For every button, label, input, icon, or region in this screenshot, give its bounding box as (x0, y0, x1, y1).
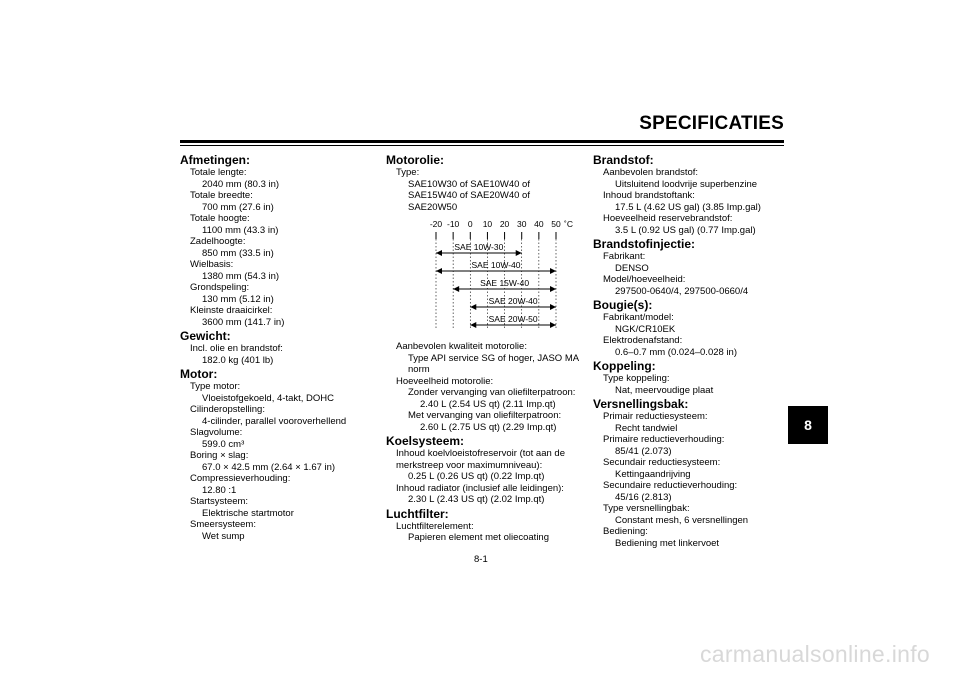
spec-label: Primair reductiesysteem: (603, 411, 708, 422)
section-heading-gewicht: Gewicht: (180, 329, 231, 343)
section-heading-afmetingen: Afmetingen: (180, 153, 250, 167)
section-heading-bougie: Bougie(s): (593, 298, 653, 312)
chart-arrow-right (550, 268, 556, 274)
spec-label: Inhoud radiator (inclusief alle leidingen): (396, 482, 564, 494)
spec-value: 67.0 × 42.5 mm (2.64 × 1.67 in) (202, 461, 336, 473)
spec-label: Cilinderopstelling: (190, 404, 265, 415)
column-2 (386, 152, 581, 544)
gewicht-list (180, 343, 370, 366)
brandstofinjectie-list (593, 251, 788, 297)
section-heading-luchtfilter: Luchtfilter: (386, 506, 449, 521)
spec-label: Bediening: (603, 526, 648, 537)
spec-value: 700 mm (27.6 in) (202, 201, 274, 213)
spec-label: Fabrikant/model: (603, 312, 674, 323)
spec-label: Totale hoogte: (190, 213, 250, 224)
section-heading-motor: Motor: (180, 367, 218, 381)
section-heading-koppeling: Koppeling: (593, 359, 656, 373)
spec-value: 2040 mm (80.3 in) (202, 178, 280, 190)
spec-label: Wielbasis: (190, 259, 234, 270)
spec-label: Model/hoeveelheid: (603, 274, 686, 285)
chart-tick-label: 30 (516, 219, 527, 229)
spec-label: Inhoud brandstoftank: (603, 190, 695, 201)
spec-value: NGK/CR10EK (615, 323, 676, 335)
chart-tick-label: 20 (499, 219, 510, 229)
koppeling-list (593, 373, 788, 396)
spec-label: Grondspeling: (190, 282, 250, 293)
chart-range-label: SAE 10W-40 (471, 260, 521, 270)
spec-label: Hoeveelheid reservebrandstof: (603, 213, 733, 224)
spec-value: 0.25 L (0.26 US qt) (0.22 Imp.qt) (408, 471, 545, 482)
spec-label: Kleinste draaicirkel: (190, 305, 273, 316)
chart-range-label: SAE 20W-50 (488, 314, 538, 324)
chart-tick-label: 50 (551, 219, 561, 229)
spec-label: Met vervanging van oliefilterpatroon: (408, 410, 562, 421)
spec-label: Secundair reductiesysteem: (603, 457, 721, 468)
spec-label: Startsysteem: (190, 496, 249, 507)
spec-value: 2.40 L (2.54 US qt) (2.11 Imp.qt) (420, 398, 556, 410)
column-3 (593, 152, 788, 549)
spec-value: Bediening met linkervoet (615, 537, 720, 549)
spec-value: Uitsluitend loodvrije superbenzine (615, 178, 758, 190)
chart-arrow-right (550, 286, 556, 292)
chart-arrow-right (550, 322, 556, 328)
chapter-tab[interactable]: 8 (788, 406, 828, 444)
spec-label: Fabrikant: (603, 251, 646, 262)
section-heading-brandstofinjectie: Brandstofinjectie: (593, 237, 696, 251)
chart-tick-label: 10 (482, 219, 493, 229)
chart-arrow-right (550, 304, 556, 310)
spec-value: SAE10W30 of SAE10W40 of SAE15W40 of SAE20W40 of SAE20W50 (408, 178, 530, 213)
chart-range-label: SAE 15W-40 (480, 278, 530, 288)
section-heading-versnellingsbak: Versnellingsbak: (593, 397, 689, 411)
oil-viscosity-chart (406, 217, 606, 335)
spec-label: Type versnellingbak: (603, 503, 690, 514)
page-title: SPECIFICATIES (639, 113, 784, 134)
spec-label: Type motor: (190, 381, 241, 392)
spec-value: 12.80 :1 (202, 484, 237, 496)
oil-viscosity-chart-svg (406, 217, 606, 335)
spec-label: Totale lengte: (190, 167, 247, 178)
chart-arrow-right (516, 250, 522, 256)
chart-arrow-left (436, 268, 442, 274)
spec-label: Secundaire reductieverhouding: (603, 480, 738, 491)
brandstof-list (593, 167, 788, 236)
spec-value: Nat, meervoudige plaat (615, 384, 714, 396)
spec-label: Totale breedte: (190, 190, 253, 201)
spec-label: Inhoud koelvloeistofreservoir (tot aan de merkstreep voor maximumniveau): (396, 448, 565, 471)
spec-label: Zadelhoogte: (190, 236, 246, 247)
spec-label: Boring × slag: (190, 450, 249, 461)
column-1 (180, 152, 370, 542)
header-rule-thin (180, 145, 784, 146)
spec-value: Papieren element met oliecoating (408, 532, 550, 543)
spec-label: Compressieverhouding: (190, 473, 291, 484)
spec-value: 850 mm (33.5 in) (202, 247, 274, 259)
afmetingen-list (180, 167, 370, 328)
spec-value: 1380 mm (54.3 in) (202, 270, 280, 282)
spec-value: Elektrische startmotor (202, 507, 294, 519)
section-heading-koelsysteem: Koelsysteem: (386, 434, 465, 448)
spec-label: Aanbevolen brandstof: (603, 167, 699, 178)
section-heading-motorolie: Motorolie: (386, 153, 444, 167)
spec-value: 85/41 (2.073) (615, 445, 672, 457)
chart-arrow-left (470, 322, 476, 328)
chart-arrow-left (436, 250, 442, 256)
spec-value: Vloeistofgekoeld, 4-takt, DOHC (202, 392, 335, 404)
spec-value: 130 mm (5.12 in) (202, 293, 274, 305)
section-heading-brandstof: Brandstof: (593, 153, 654, 167)
watermark: carmanualsonline.info (699, 641, 930, 667)
spec-value: DENSO (615, 262, 649, 274)
spec-label: Elektrodenafstand: (603, 335, 683, 346)
spec-label: Primaire reductieverhouding: (603, 434, 725, 445)
spec-label: Luchtfilterelement: (396, 520, 474, 532)
versnellingsbak-list (593, 411, 788, 549)
chart-range-label: SAE 10W-30 (454, 242, 504, 252)
page-number: 8-1 (474, 554, 488, 565)
spec-value: Constant mesh, 6 versnellingen (615, 514, 749, 526)
spec-label: Slagvolume: (190, 427, 243, 438)
motor-list (180, 381, 370, 542)
spec-value: 17.5 L (4.62 US gal) (3.85 Imp.gal) (615, 201, 761, 213)
chart-tick-label: 40 (534, 219, 544, 229)
spec-value: 2.60 L (2.75 US qt) (2.29 Imp.qt) (420, 421, 557, 433)
spec-value: 1100 mm (43.3 in) (202, 224, 279, 236)
spec-value: 297500-0640/4, 297500-0660/4 (615, 285, 749, 297)
header-rule-thick (180, 140, 784, 143)
spec-label: Smeersysteem: (190, 519, 256, 530)
spec-label: Hoeveelheid motorolie: (396, 375, 494, 387)
spec-value: 182.0 kg (401 lb) (202, 354, 274, 366)
spec-value: 3600 mm (141.7 in) (202, 316, 285, 328)
spec-value: 0.6–0.7 mm (0.024–0.028 in) (615, 346, 737, 358)
spec-label: Type: (396, 167, 420, 178)
chart-arrow-left (453, 286, 459, 292)
chart-tick-label: -10 (446, 219, 460, 229)
spec-value: Wet sump (202, 530, 245, 542)
chart-range-label: SAE 20W-40 (488, 296, 538, 306)
spec-value: 4-cilinder, parallel vooroverhellend (202, 415, 347, 427)
bougie-list (593, 312, 788, 358)
spec-value: Kettingaandrijving (615, 468, 691, 480)
chart-unit-label: ˚C (564, 219, 573, 229)
chart-arrow-left (470, 304, 476, 310)
spec-value: 45/16 (2.813) (615, 491, 672, 503)
spec-label: Incl. olie en brandstof: (190, 343, 283, 354)
spec-label: Aanbevolen kwaliteit motorolie: (396, 341, 527, 352)
chart-tick-label: 0 (467, 219, 473, 229)
chart-tick-label: -20 (429, 219, 443, 229)
spec-label: Type koppeling: (603, 373, 670, 384)
spec-value: 3.5 L (0.92 US gal) (0.77 Imp.gal) (615, 224, 756, 236)
spec-value: 599.0 cm³ (202, 438, 245, 450)
spec-value: Recht tandwiel (615, 422, 678, 434)
spec-value: 2.30 L (2.43 US qt) (2.02 Imp.qt) (408, 494, 545, 505)
spec-label: Zonder vervanging van oliefilterpatroon: (408, 387, 576, 398)
spec-value: Type API service SG of hoger, JASO MA norm (408, 352, 579, 375)
